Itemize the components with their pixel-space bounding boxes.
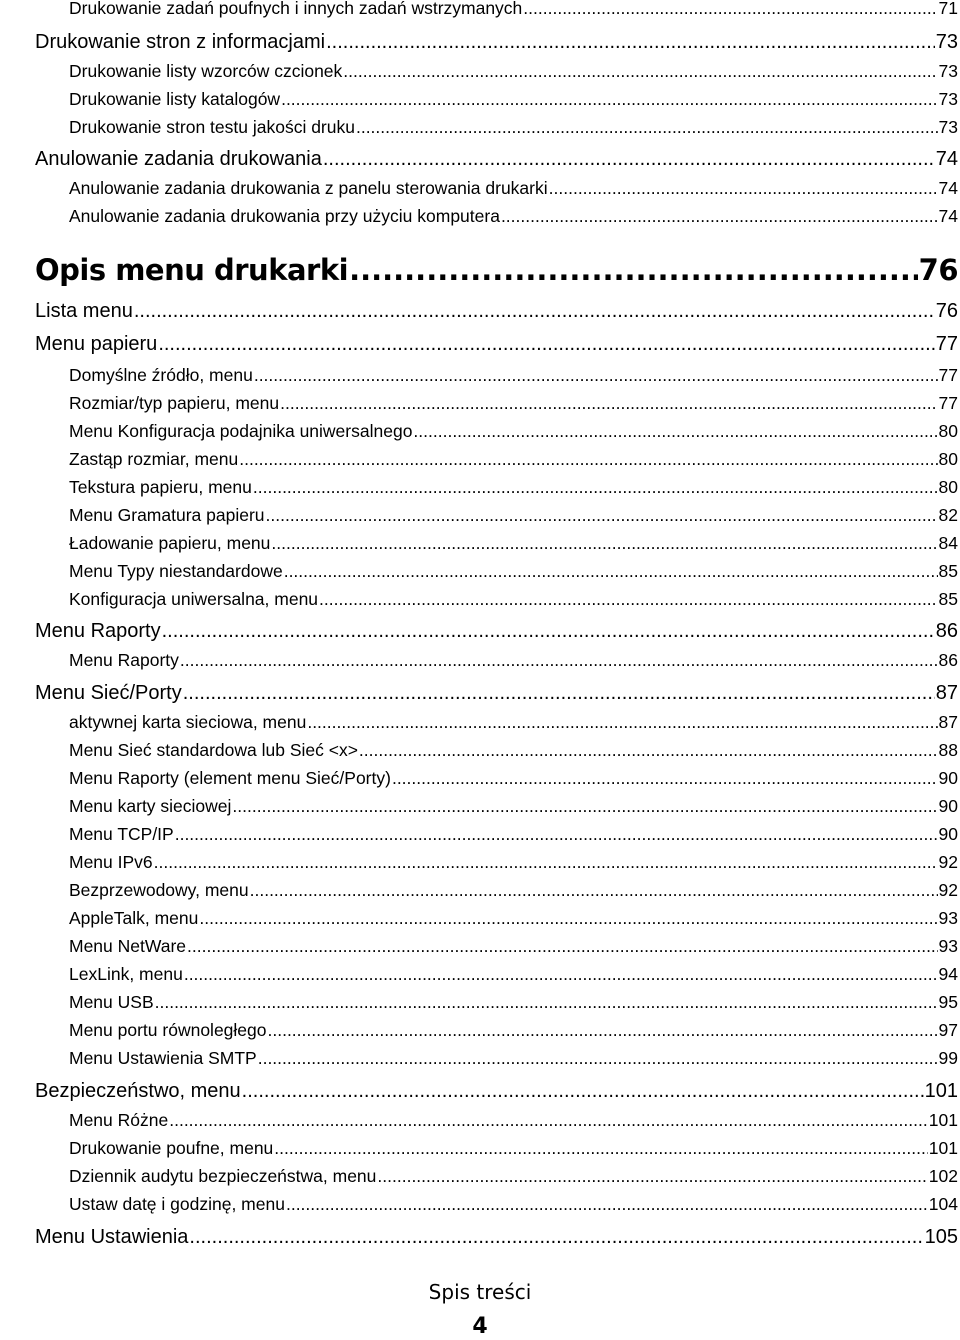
toc-entry-title: Menu Sieć standardowa lub Sieć <x>	[69, 740, 358, 760]
toc-entry-page: 77	[938, 365, 958, 385]
toc-entry-page: 101	[928, 1110, 958, 1130]
toc-entry	[69, 117, 958, 138]
toc-entry	[69, 561, 958, 582]
toc-dot-leader	[254, 365, 938, 386]
toc-entry-title: Menu Gramatura papieru	[69, 505, 265, 525]
toc-entry	[69, 908, 958, 929]
toc-entry-page: 73	[938, 117, 958, 137]
toc-entry-page: 101	[928, 1138, 958, 1158]
toc-dot-leader	[323, 148, 935, 171]
toc-dot-leader	[307, 712, 937, 733]
toc-entry-title: Menu karty sieciowej	[69, 796, 232, 816]
toc-entry-title: Drukowanie zadań poufnych i innych zadań wstrzymanych	[69, 0, 523, 18]
toc-entry-title: Menu Ustawienia SMTP	[69, 1048, 257, 1068]
toc-entry-title: Drukowanie listy wzorców czcionek	[69, 61, 343, 81]
toc-dot-leader	[253, 477, 938, 498]
toc-entry-title: Tekstura papieru, menu	[69, 477, 252, 497]
toc-entry	[69, 796, 958, 817]
toc-entry	[69, 449, 958, 470]
toc-entry	[35, 1226, 958, 1249]
toc-entry-page: 88	[938, 740, 958, 760]
toc-dot-leader	[232, 796, 937, 817]
toc-entry-title: Menu Sieć/Porty	[35, 682, 182, 704]
toc-entry	[69, 365, 958, 386]
toc-dot-leader	[501, 206, 938, 227]
toc-entry	[35, 300, 958, 323]
toc-entry-title: Menu NetWare	[69, 936, 187, 956]
toc-entry-title: Menu Typy niestandardowe	[69, 561, 283, 581]
toc-dot-leader	[266, 505, 938, 526]
toc-dot-leader	[523, 0, 937, 19]
toc-entry	[69, 740, 958, 761]
toc-entry-page: 102	[928, 1166, 958, 1186]
toc-entry-title: Anulowanie zadania drukowania z panelu sterowania drukarki	[69, 178, 548, 198]
toc-dot-leader	[162, 620, 935, 643]
toc-entry-title: Menu Raporty (element menu Sieć/Porty)	[69, 768, 391, 788]
toc-entry	[69, 393, 958, 414]
toc-entry	[69, 992, 958, 1013]
toc-entry-page: 77	[938, 393, 958, 413]
toc-dot-leader	[242, 1080, 924, 1103]
toc-entry-page: 86	[935, 620, 958, 642]
toc-entry-title: Drukowanie stron testu jakości druku	[69, 117, 355, 137]
toc-entry	[69, 650, 958, 671]
toc-entry-title: Zastąp rozmiar, menu	[69, 449, 239, 469]
toc-dot-leader	[158, 333, 934, 356]
toc-dot-leader	[377, 1166, 927, 1187]
toc-dot-leader	[349, 253, 918, 287]
toc-entry-page: 80	[938, 449, 958, 469]
toc-dot-leader	[326, 31, 935, 54]
toc-entry	[69, 1194, 958, 1215]
toc-dot-leader	[549, 178, 938, 199]
toc-entry-page: 84	[938, 533, 958, 553]
toc-entry	[69, 89, 958, 110]
toc-entry-title: Opis menu drukarki	[35, 253, 349, 287]
toc-entry	[69, 852, 958, 873]
toc-entry-title: Menu Konfiguracja podajnika uniwersalnego	[69, 421, 413, 441]
toc-dot-leader	[189, 1226, 923, 1249]
toc-entry	[35, 333, 958, 356]
toc-dot-leader	[169, 1110, 928, 1131]
toc-entry	[35, 682, 958, 705]
toc-entry-title: Menu portu równoległego	[69, 1020, 267, 1040]
toc-dot-leader	[183, 682, 935, 705]
toc-entry	[69, 206, 958, 227]
toc-entry-title: Menu Różne	[69, 1110, 169, 1130]
footer-page-number: 4	[472, 1314, 488, 1339]
toc-entry-title: Menu TCP/IP	[69, 824, 174, 844]
toc-dot-leader	[250, 880, 938, 901]
toc-entry-page: 74	[935, 148, 958, 170]
toc-entry-page: 76	[935, 300, 958, 322]
toc-entry-page: 93	[938, 936, 958, 956]
toc-entry-page: 95	[938, 992, 958, 1012]
toc-entry-title: Menu papieru	[35, 333, 158, 355]
toc-entry-title: Domyślne źródło, menu	[69, 365, 253, 385]
toc-entry-title: Dziennik audytu bezpieczeństwa, menu	[69, 1166, 377, 1186]
toc-entry-page: 85	[938, 561, 958, 581]
toc-dot-leader	[155, 992, 938, 1013]
toc-entry-title: AppleTalk, menu	[69, 908, 199, 928]
toc-dot-leader	[392, 768, 938, 789]
toc-dot-leader	[258, 1048, 938, 1069]
toc-entry	[69, 61, 958, 82]
toc-entry	[35, 31, 958, 54]
toc-entry-title: Bezprzewodowy, menu	[69, 880, 249, 900]
toc-entry-page: 73	[938, 89, 958, 109]
toc-entry-page: 73	[938, 61, 958, 81]
toc-dot-leader	[286, 1194, 928, 1215]
toc-dot-leader	[154, 852, 938, 873]
toc-entry-page: 92	[938, 880, 958, 900]
toc-entry	[69, 1048, 958, 1069]
toc-dot-leader	[134, 300, 935, 323]
toc-entry	[69, 1020, 958, 1041]
toc-entry-page: 76	[918, 253, 958, 287]
toc-entry-title: Konfiguracja uniwersalna, menu	[69, 589, 319, 609]
toc-entry-page: 71	[938, 0, 958, 18]
toc-dot-leader	[175, 824, 938, 845]
toc-entry-title: Menu USB	[69, 992, 154, 1012]
toc-entry-title: Lista menu	[35, 300, 133, 322]
toc-entry-page: 104	[928, 1194, 958, 1214]
toc-entry-page: 101	[924, 1080, 958, 1102]
toc-entry-title: Ustaw datę i godzinę, menu	[69, 1194, 285, 1214]
toc-entry	[69, 421, 958, 442]
toc-entry	[35, 253, 958, 287]
toc-entry	[69, 824, 958, 845]
toc-entry	[69, 178, 958, 199]
toc-entry	[69, 589, 958, 610]
toc-entry	[35, 1080, 958, 1103]
toc-entry-page: 87	[938, 712, 958, 732]
toc-entry-title: Menu IPv6	[69, 852, 153, 872]
toc-dot-leader	[319, 589, 937, 610]
toc-dot-leader	[268, 1020, 938, 1041]
toc-dot-leader	[343, 61, 937, 82]
toc-entry-page: 105	[924, 1226, 958, 1248]
toc-entry-title: Drukowanie poufne, menu	[69, 1138, 274, 1158]
toc-entry	[69, 880, 958, 901]
toc-dot-leader	[239, 449, 937, 470]
toc-dot-leader	[359, 740, 938, 761]
toc-entry-title: Menu Raporty	[35, 620, 161, 642]
toc-entry	[69, 477, 958, 498]
toc-entry-page: 74	[938, 206, 958, 226]
toc-dot-leader	[184, 964, 938, 985]
toc-entry-title: Drukowanie stron z informacjami	[35, 31, 326, 53]
toc-dot-leader	[180, 650, 938, 671]
toc-entry-page: 90	[938, 824, 958, 844]
toc-entry-page: 97	[938, 1020, 958, 1040]
toc-dot-leader	[281, 89, 937, 110]
toc-entry-page: 74	[938, 178, 958, 198]
toc-entry-page: 94	[938, 964, 958, 984]
toc-entry	[35, 620, 958, 643]
toc-dot-leader	[274, 1138, 928, 1159]
toc-entry	[69, 1138, 958, 1159]
toc-entry	[69, 1166, 958, 1187]
toc-entry-title: LexLink, menu	[69, 964, 183, 984]
toc-entry-title: Drukowanie listy katalogów	[69, 89, 281, 109]
toc-entry-page: 87	[935, 682, 958, 704]
toc-entry-page: 92	[938, 852, 958, 872]
toc-entry-title: Ładowanie papieru, menu	[69, 533, 271, 553]
toc-entry	[69, 768, 958, 789]
toc-entry-page: 90	[938, 768, 958, 788]
toc-entry-title: Anulowanie zadania drukowania przy użyciu komputera	[69, 206, 500, 226]
toc-dot-leader	[356, 117, 938, 138]
toc-entry-page: 80	[938, 477, 958, 497]
toc-dot-leader	[199, 908, 937, 929]
toc-entry-title: Menu Raporty	[69, 650, 179, 670]
toc-dot-leader	[187, 936, 938, 957]
toc-entry-title: Bezpieczeństwo, menu	[35, 1080, 241, 1102]
footer-section-label: Spis treści	[428, 1280, 532, 1304]
toc-entry-title: Rozmiar/typ papieru, menu	[69, 393, 280, 413]
toc-entry-title: aktywnej karta sieciowa, menu	[69, 712, 307, 732]
toc-entry-page: 82	[938, 505, 958, 525]
toc-entry	[69, 1110, 958, 1131]
toc-entry-page: 86	[938, 650, 958, 670]
toc-dot-leader	[413, 421, 937, 442]
toc-entry-page: 77	[935, 333, 958, 355]
toc-entry-title: Anulowanie zadania drukowania	[35, 148, 322, 170]
toc-entry-page: 85	[938, 589, 958, 609]
toc-entry-page: 99	[938, 1048, 958, 1068]
toc-entry-page: 73	[935, 31, 958, 53]
toc-entry	[69, 533, 958, 554]
toc-entry-title: Menu Ustawienia	[35, 1226, 189, 1248]
toc-dot-leader	[271, 533, 937, 554]
toc-entry-page: 90	[938, 796, 958, 816]
toc-entry	[69, 936, 958, 957]
toc-entry	[35, 148, 958, 171]
toc-entry	[69, 712, 958, 733]
toc-dot-leader	[280, 393, 937, 414]
toc-entry-page: 93	[938, 908, 958, 928]
toc-entry	[69, 0, 958, 19]
toc-entry	[69, 964, 958, 985]
toc-entry-page: 80	[938, 421, 958, 441]
toc-entry	[69, 505, 958, 526]
toc-dot-leader	[284, 561, 938, 582]
